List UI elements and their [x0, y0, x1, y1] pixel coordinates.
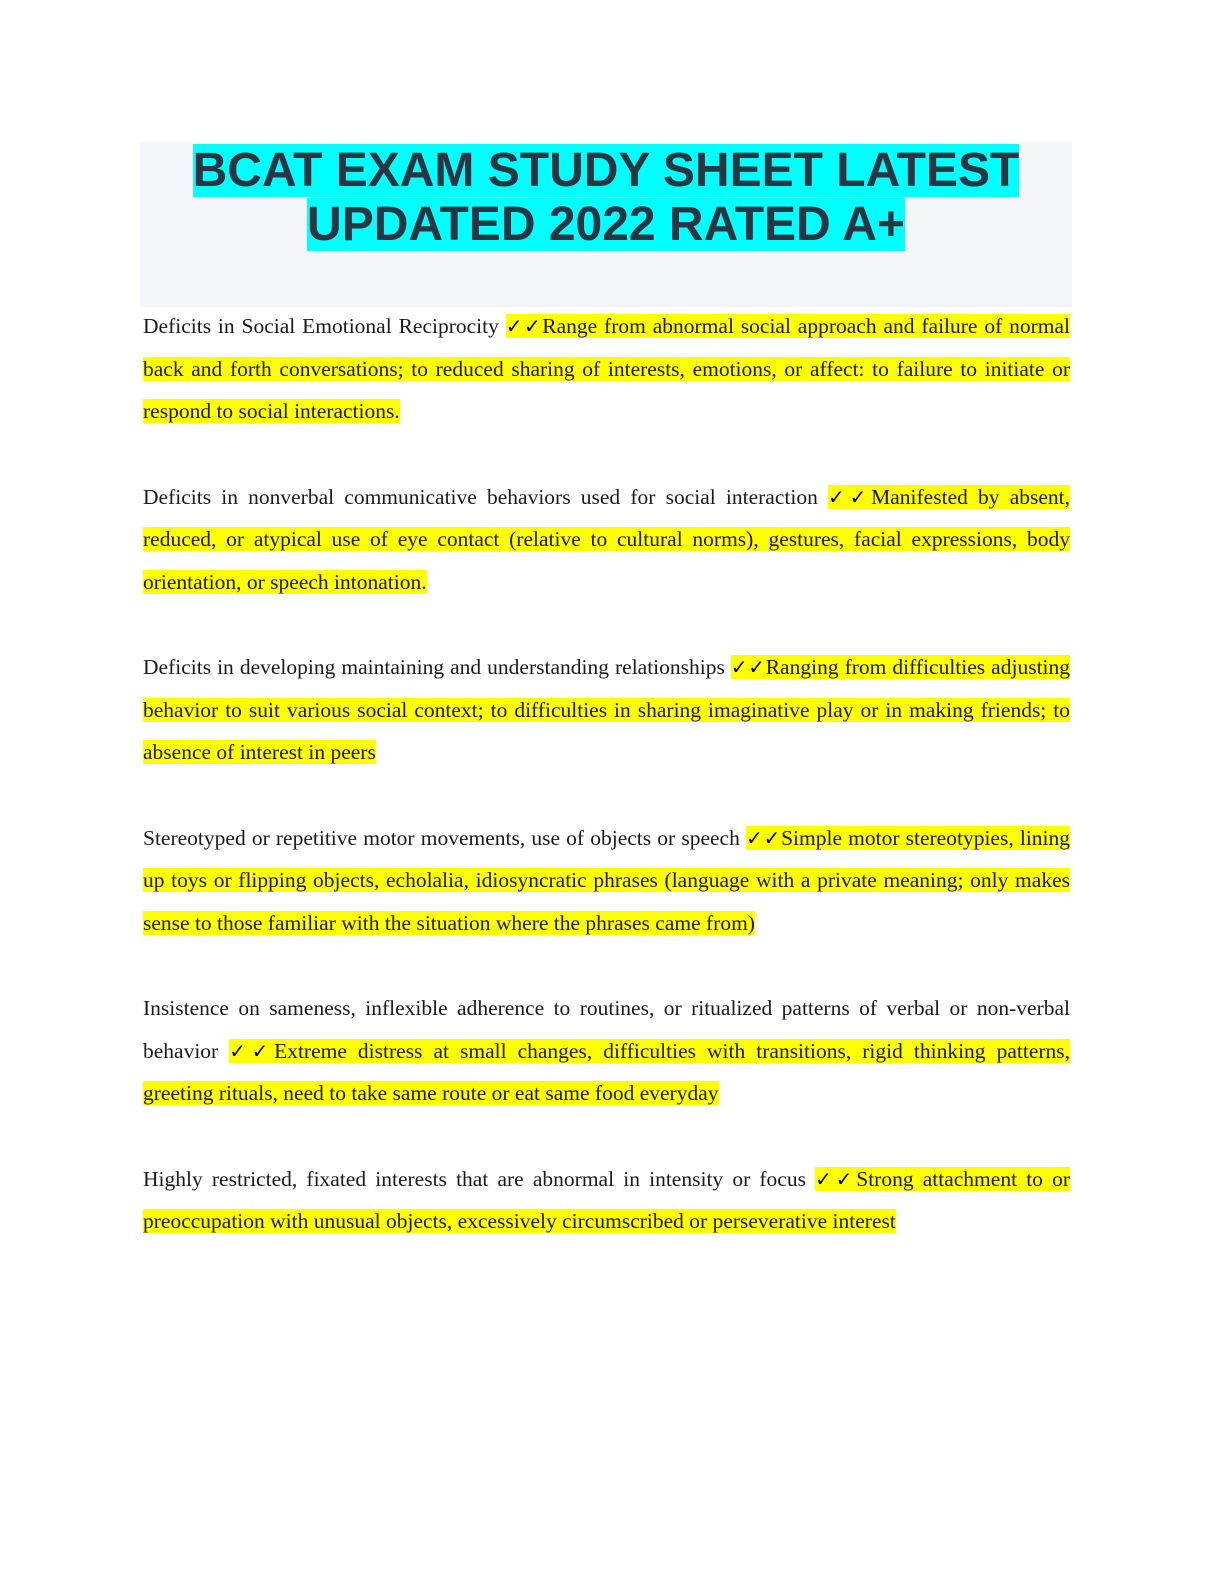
- study-entry: [143, 1158, 1070, 1243]
- check-mark-icon: ✓✓: [229, 1038, 275, 1063]
- entry-answer: Range from abnormal social approach and failure of normal back and forth conversations; to reduced sharing of interests, emotions, or affect: to failure to initiate or respond to social interactions.: [143, 314, 1071, 423]
- title-block: [140, 142, 1072, 307]
- entry-answer: Strong attachment to or preoccupation with unusual objects, excessively circumscribed or perseverative interest: [143, 1166, 1071, 1233]
- study-entry: [143, 646, 1070, 774]
- entry-answer: Ranging from difficulties adjusting behavior to suit various social context; to difficulties in sharing imaginative play or in making friends; to absence of interest in peers: [143, 655, 1071, 764]
- check-mark-icon: ✓✓: [815, 1166, 857, 1191]
- check-mark-icon: ✓✓: [746, 825, 782, 850]
- study-entries: [143, 305, 1070, 1286]
- study-entry: [143, 987, 1070, 1115]
- study-entry: [143, 817, 1070, 945]
- check-mark-icon: ✓✓: [505, 314, 543, 338]
- study-entry: [143, 305, 1070, 433]
- entry-answer: Simple motor stereotypies, lining up toys or flipping objects, echolalia, idiosyncratic phrases (language with a private meaning; only makes sense to those familiar with the situation where the phrases came from): [143, 825, 1071, 935]
- entry-answer-highlight: [143, 1039, 1070, 1106]
- title-line-1: BCAT EXAM STUDY SHEET LATEST: [192, 144, 1020, 197]
- entry-answer: Manifested by absent, reduced, or atypical use of eye contact (relative to cultural norms), gestures, facial expressions, body orientation, or speech intonation.: [143, 484, 1071, 594]
- title-line-2: UPDATED 2022 RATED A+: [307, 198, 905, 251]
- entry-question: Deficits in nonverbal communicative behaviors used for social interaction: [143, 484, 818, 509]
- entry-answer: Extreme distress at small changes, difficulties with transitions, rigid thinking patterns, greeting rituals, need to take same route or eat same food everyday: [143, 1038, 1071, 1105]
- entry-question: Deficits in developing maintaining and understanding relationships: [143, 655, 725, 679]
- page-title: [140, 142, 1072, 252]
- entry-question: Insistence on sameness, inflexible adherence to routines, or ritualized patterns of verbal or non-verbal behavior: [143, 996, 1070, 1063]
- study-entry: [143, 476, 1070, 604]
- entry-question: Deficits in Social Emotional Reciprocity: [143, 314, 499, 338]
- entry-question: Stereotyped or repetitive motor movements, use of objects or speech: [143, 825, 740, 850]
- check-mark-icon: ✓✓: [730, 655, 766, 679]
- entry-question: Highly restricted, fixated interests that are abnormal in intensity or focus: [143, 1166, 806, 1191]
- check-mark-icon: ✓✓: [828, 484, 872, 509]
